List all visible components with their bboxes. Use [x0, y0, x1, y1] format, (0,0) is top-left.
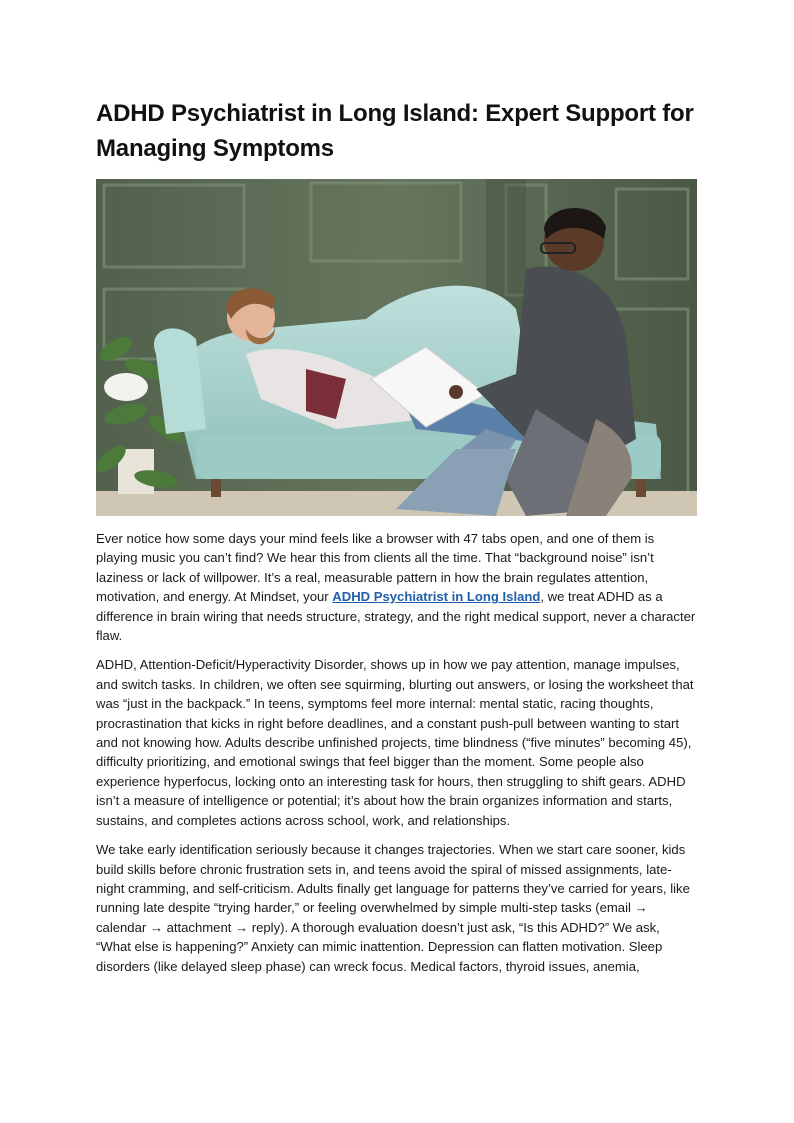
document-page — [96, 96, 698, 986]
paragraph-early-identification: We take early identification seriously because it changes trajectories. When we start care sooner, kids build skills before chronic frustration sets in, and teens avoid the spiral of missed assignments, late-night cramming, and self-criticism. Adults finally get language for patterns they’ve carried for years, like running late despite “trying harder,” or feeling overwhelmed by simple multi-step tasks (email → calendar → attachment → reply). A thorough evaluation doesn’t just ask, “Is this ADHD?” We ask, “What else is happening?” Anxiety can mimic inattention. Depression can flatten motivation. Sleep disorders (like delayed sleep phase) can wreck focus. Medical factors, thyroid issues, anemia, — [96, 842, 690, 974]
paragraph-intro-text-a: Ever notice how some days your mind feels like a browser with 47 tabs open, and one of them is playing music you can’t find? We hear this from clients all the time. That “background noise” isn’t laziness or lack of willpower. It’s a real, measurable pattern in how the brain regulates attention, motivation, and energy. At Mindset, your — [96, 531, 655, 605]
paragraph-symptoms: ADHD, Attention-Deficit/Hyperactivity Disorder, shows up in how we pay attention, manage impulses, and switch tasks. In children, we often see squirming, blurting out answers, or losing the worksheet that was “just in the backpack.” In teens, symptoms feel more internal: mental static, racing thoughts, procrastination that kicks in right before deadlines, and a constant push-pull between wanting to start and not knowing how. Adults describe unfinished projects, time blindness (“five minutes” becoming 45), difficulty prioritizing, and emotional swings that feel bigger than the moment. Some people also experience hyperfocus, locking onto an interesting task for hours, then struggling to shift gears. ADHD isn’t a measure of intelligence or potential; it’s about how the brain organizes information and starts, sustains, and completes actions across school, work, and relationships. — [96, 657, 694, 828]
page-title: ADHD Psychiatrist in Long Island: Expert Support for Managing Symptoms — [96, 100, 694, 162]
adhd-psychiatrist-link[interactable]: ADHD Psychiatrist in Long Island — [332, 589, 541, 605]
paragraph-intro-text-b: , we treat ADHD as a difference in brain wiring that needs structure, strategy, and the right medical support, never a character flaw. — [96, 589, 696, 644]
hero-image — [96, 179, 697, 516]
paragraph-intro — [96, 529, 698, 645]
